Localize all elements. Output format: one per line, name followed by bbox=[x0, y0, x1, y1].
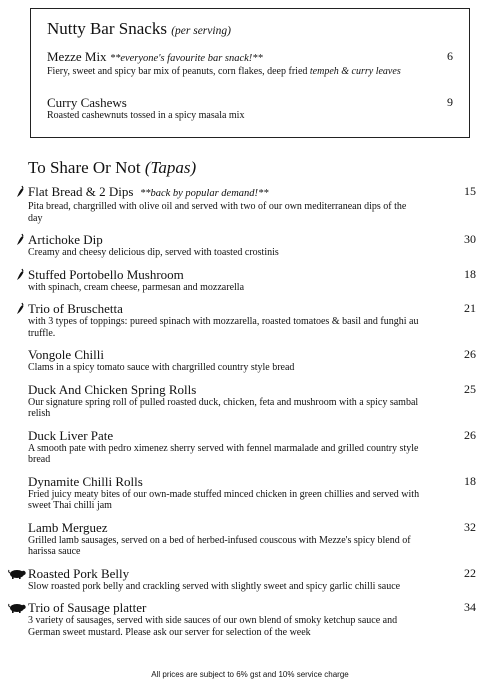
menu-item bbox=[28, 474, 476, 512]
menu-item bbox=[28, 600, 476, 638]
menu-item bbox=[28, 184, 476, 224]
item-description: with 3 types of toppings: pureed spinach with mozzarella, roasted tomatoes & basil and funghi au truffle. bbox=[28, 316, 419, 339]
item-price: 18 bbox=[464, 473, 476, 488]
tapas-list bbox=[28, 184, 476, 638]
snacks-title bbox=[47, 19, 455, 39]
item-name: Vongole Chilli bbox=[28, 347, 104, 362]
tapas-title-note: (Tapas) bbox=[144, 158, 197, 177]
item-note: **back by popular demand!** bbox=[139, 188, 269, 199]
item-price: 32 bbox=[464, 519, 476, 534]
menu-item bbox=[47, 49, 455, 78]
item-description: Roasted cashewnuts tossed in a spicy masala mix bbox=[47, 109, 245, 121]
item-price: 30 bbox=[464, 232, 476, 246]
item-description: Grilled lamb sausages, served on a bed of herbed-infused couscous with Mezze's spicy blend of harissa sauce bbox=[28, 534, 411, 557]
item-name: Flat Bread & 2 Dips bbox=[28, 184, 134, 199]
item-name: Mezze Mix bbox=[47, 49, 107, 64]
pepper-icon bbox=[14, 302, 26, 316]
item-name: Roasted Pork Belly bbox=[28, 565, 130, 581]
item-name: Trio of Sausage platter bbox=[28, 600, 147, 615]
snacks-title-text: Nutty Bar Snacks bbox=[47, 19, 167, 38]
pepper-icon bbox=[14, 268, 26, 282]
pepper-icon bbox=[14, 185, 26, 199]
item-description: Clams in a spicy tomato sauce with chargrilled country style bread bbox=[28, 362, 295, 373]
item-name: Curry Cashews bbox=[47, 94, 127, 110]
item-description: Pita bread, chargrilled with olive oil and served with two of our own mediterranean dips of the day bbox=[28, 201, 407, 224]
menu-item bbox=[47, 95, 455, 122]
item-description: Fried juicy meaty bites of our own-made stuffed minced chicken in green chillies and served with sweet Thai chilli jam bbox=[28, 488, 420, 511]
item-description: Fiery, sweet and spicy bar mix of peanuts, corn flakes, deep fried tempeh & curry leaves bbox=[47, 66, 401, 77]
menu-item bbox=[28, 382, 476, 420]
menu-item bbox=[28, 520, 476, 558]
tapas-title-text: To Share Or Not bbox=[28, 158, 141, 177]
item-description: Slow roasted pork belly and crackling served with slightly sweet and spicy garlic chilli sauce bbox=[28, 580, 401, 592]
item-note: **everyone's favourite bar snack!** bbox=[109, 53, 263, 64]
item-name: Duck And Chicken Spring Rolls bbox=[28, 381, 197, 397]
tapas-title bbox=[28, 158, 476, 178]
item-name: Stuffed Portobello Mushroom bbox=[28, 266, 184, 282]
menu-item bbox=[28, 301, 476, 339]
item-description: A smooth pate with pedro ximenez sherry served with fennel marmalade and grilled country style bread bbox=[28, 442, 419, 465]
item-price: 34 bbox=[464, 600, 476, 614]
item-price: 26 bbox=[464, 427, 476, 442]
menu-item bbox=[28, 566, 476, 593]
item-name: Artichoke Dip bbox=[28, 232, 103, 247]
item-name: Trio of Bruschetta bbox=[28, 301, 123, 316]
menu-item bbox=[28, 428, 476, 466]
item-price: 15 bbox=[464, 184, 476, 198]
item-price: 18 bbox=[464, 266, 476, 281]
item-description: with spinach, cream cheese, parmesan and mozzarella bbox=[28, 281, 245, 293]
pig-icon bbox=[8, 601, 26, 615]
item-price: 6 bbox=[447, 49, 453, 63]
item-name: Dynamite Chilli Rolls bbox=[28, 473, 143, 489]
item-description: 3 variety of sausages, served with side sauces of our own blend of smoky ketchup sauce and German sweet mustard. Please ask our server for selection of the week bbox=[28, 615, 398, 638]
pepper-icon bbox=[14, 233, 26, 247]
item-price: 9 bbox=[447, 94, 453, 109]
menu-item bbox=[28, 267, 476, 294]
item-description: Our signature spring roll of pulled roasted duck, chicken, feta and mushroom with a spicy sambal relish bbox=[28, 396, 419, 419]
item-name: Lamb Merguez bbox=[28, 519, 108, 535]
footer-note: All prices are subject to 6% gst and 10% service charge bbox=[151, 670, 349, 679]
item-price: 22 bbox=[464, 565, 476, 580]
nutty-bar-snacks-box bbox=[30, 8, 470, 138]
item-price: 21 bbox=[464, 301, 476, 315]
item-price: 25 bbox=[464, 381, 476, 396]
item-description: Creamy and cheesy delicious dip, served with toasted crostinis bbox=[28, 247, 279, 258]
item-name: Duck Liver Pate bbox=[28, 427, 114, 443]
item-price: 26 bbox=[464, 347, 476, 361]
menu-item bbox=[28, 232, 476, 259]
pig-icon bbox=[8, 567, 26, 581]
tapas-section bbox=[28, 158, 476, 646]
snacks-title-note: (per serving) bbox=[171, 25, 231, 37]
menu-item bbox=[28, 347, 476, 374]
